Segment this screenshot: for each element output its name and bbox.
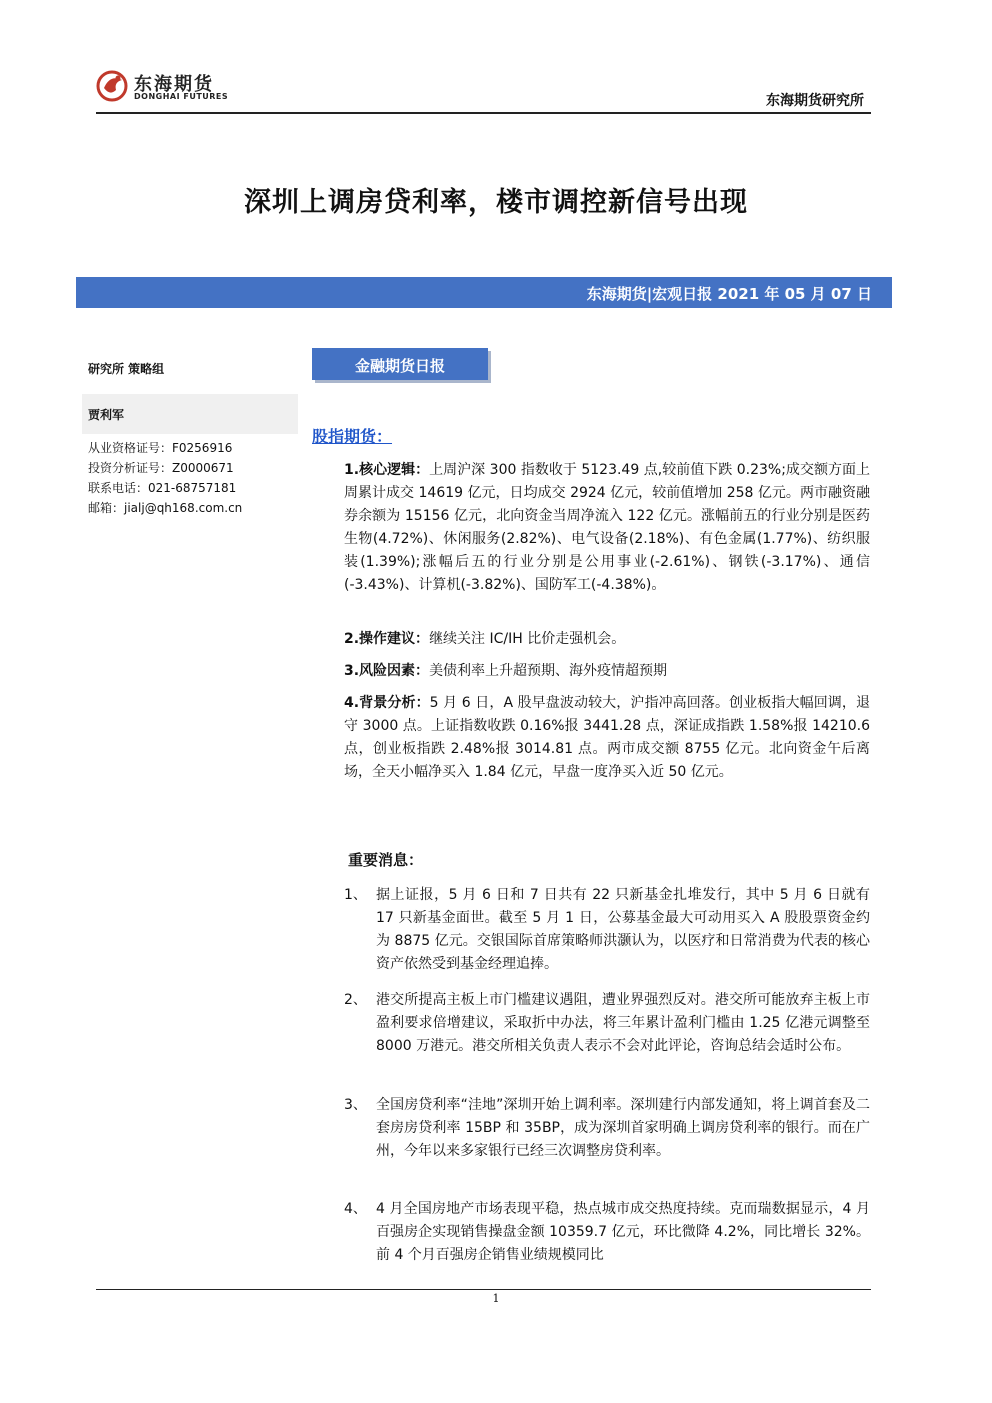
research-team: 研究所 策略组 — [88, 362, 165, 376]
point-text: 美债利率上升超预期、海外疫情超预期 — [429, 663, 668, 679]
dragon-logo-icon — [96, 66, 130, 106]
header-divider — [96, 112, 871, 114]
license-number: 从业资格证号：F0256916 — [88, 441, 233, 455]
news-number: 2、 — [344, 992, 367, 1008]
institute-name: 东海期货研究所 — [766, 93, 864, 109]
news-item: 据上证报，5 月 6 日和 7 日共有 22 只新基金扎堆发行，其中 5 月 6 日就有 17 只新基金面世。截至 5 月 1 日，公募基金最大可动用买入 A 股股票资金约为 8875 亿元。交银国际首席策略师洪灏认为，以医疗和日常消费为代表的核心资产依然受到基金经理追捧。 — [376, 887, 870, 972]
point-label: 1.核心逻辑： — [344, 462, 430, 478]
point-background — [344, 692, 870, 784]
analyst-number: 投资分析证号：Z0000671 — [88, 461, 234, 475]
phone-number: 联系电话：021-68757181 — [88, 481, 237, 495]
logo-english-name: DONGHAI FUTURES — [134, 92, 229, 101]
news-number: 1、 — [344, 887, 367, 903]
author-contact — [88, 438, 242, 518]
news-item: 4 月全国房地产市场表现平稳，热点城市成交热度持续。克而瑞数据显示，4 月百强房企实现销售操盘金额 10359.7 亿元，环比微降 4.2%，同比增长 32%。前 4 个月百强房企销售业绩规模同比 — [376, 1201, 870, 1263]
news-item: 全国房贷利率“洼地”深圳开始上调利率。深圳建行内部发通知，将上调首套及二套房房贷利率 15BP 和 35BP，成为深圳首家明确上调房贷利率的银行。而在广州，今年以来多家银行已经三次调整房贷利率。 — [376, 1097, 870, 1159]
news-item: 港交所提高主板上市门槛建议遇阻，遭业界强烈反对。港交所可能放弃主板上市盈利要求倍增建议，采取折中办法，将三年累计盈利门槛由 1.25 亿港元调整至 8000 万港元。港交所相关负责人表示不会对此评论，咨询总结会适时公布。 — [376, 992, 870, 1054]
company-logo — [96, 66, 236, 110]
email-address: 邮箱：jialj@qh168.com.cn — [88, 501, 243, 515]
news-number: 3、 — [344, 1097, 367, 1113]
author-name: 贾利军 — [88, 408, 125, 422]
point-label: 2.操作建议： — [344, 631, 430, 647]
point-label: 3.风险因素： — [344, 663, 430, 679]
point-text: 上周沪深 300 指数收于 5123.49 点,较前值下跌 0.23%;成交额方面上周累计成交 14619 亿元，日均成交 2924 亿元，较前值增加 258 亿元。两市融资融券余额为 15156 亿元，北向资金当周净流入 122 亿元。涨幅前五的行业分别是医药生物(4.72%)、休闲服务(2.82%)、电气设备(2.18%)、有色金属(1.77%)、纺织服装(1.39%);涨幅后五的行业分别是公用事业(-2.61%)、钢铁(-3.17%)、通信(-3.43%)、计算机(-3.82%)、国防军工(-4.38%)。 — [344, 462, 870, 593]
point-core-logic — [344, 459, 870, 597]
section-tag-label: 金融期货日报 — [354, 357, 445, 375]
logo-chinese-name: 东海期货 — [134, 74, 214, 95]
stock-index-futures-heading: 股指期货： — [312, 427, 393, 446]
report-banner — [76, 277, 892, 308]
point-risk-factors — [344, 660, 870, 683]
page-number: 1 — [492, 1292, 500, 1305]
point-text: 5 月 6 日，A 股早盘波动较大，沪指冲高回落。创业板指大幅回调，退守 3000 点。上证指数收跌 0.16%报 3441.28 点，深证成指跌 1.58%报 14210.6 点，创业板指跌 2.48%报 3014.81 点。两市成交额 8755 亿元。北向资金午后离场，全天小幅净买入 1.84 亿元，早盘一度净买入近 50 亿元。 — [344, 695, 870, 780]
document-title: 深圳上调房贷利率，楼市调控新信号出现 — [244, 187, 748, 218]
point-label: 4.背景分析： — [344, 695, 430, 711]
report-date-label: 东海期货|宏观日报 2021 年 05 月 07 日 — [586, 285, 872, 303]
point-operation-advice — [344, 628, 870, 651]
point-text: 继续关注 IC/IH 比价走强机会。 — [429, 631, 626, 647]
footer-divider — [96, 1289, 871, 1290]
news-number: 4、 — [344, 1201, 367, 1217]
important-news-heading: 重要消息： — [348, 851, 424, 869]
section-tag — [312, 348, 488, 380]
